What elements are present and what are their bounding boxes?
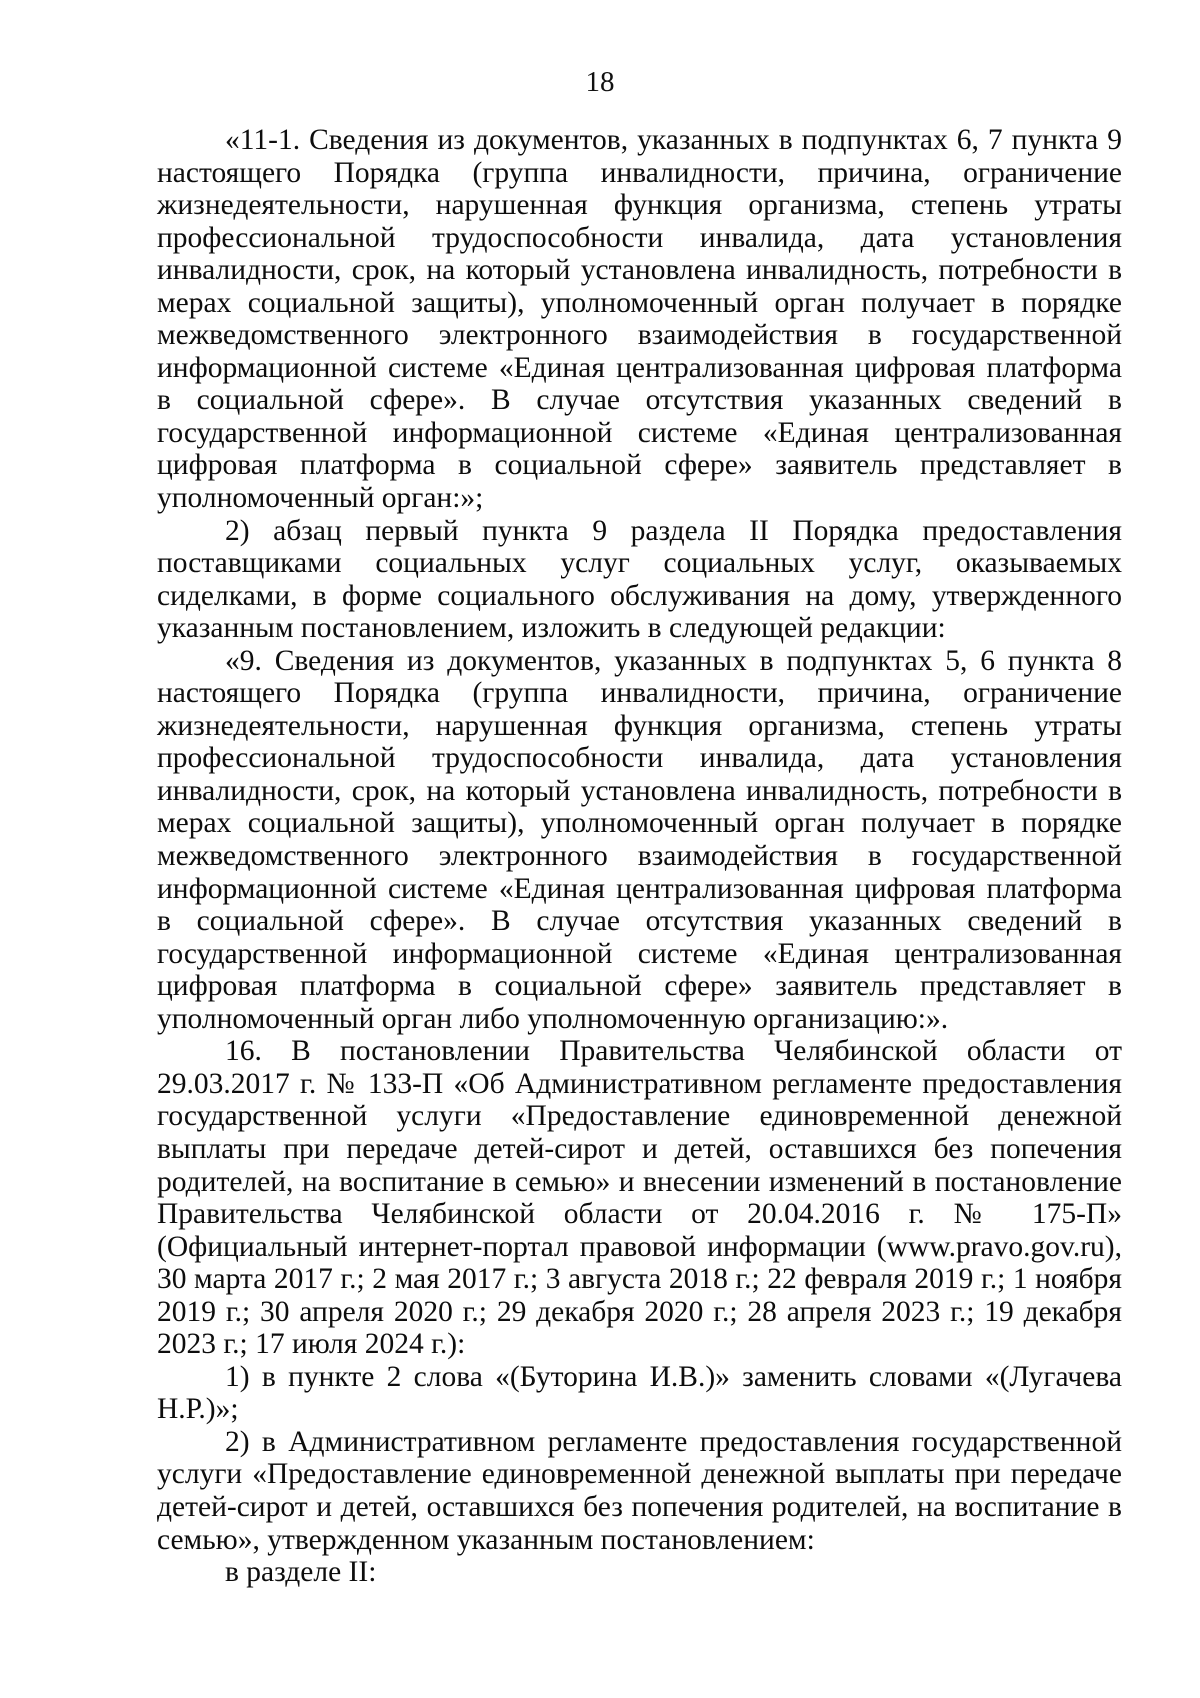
paragraph-16-item-1: 1) в пункте 2 слова «(Буторина И.В.)» заменить словами «(Лугачева Н.Р.)»; (157, 1360, 1122, 1426)
document-body (157, 124, 1122, 1589)
paragraph-11-1: «11-1. Сведения из документов, указанных в подпунктах 6, 7 пункта 9 настоящего Порядка (группа инвалидности, причина, ограничение жизнедеятельности, нарушенная функция организма, степень утраты профессиональной трудоспособности инвалида, дата установления инвалидности, срок, на который установлена инвалидность, потребности в мерах социальной защиты), уполномоченный орган получает в порядке межведомственного электронного взаимодействия в государственной информационной системе «Единая централизованная цифровая платформа в социальной сфере». В случае отсутствия указанных сведений в государственной информационной системе «Единая централизованная цифровая платформа в социальной сфере» заявитель представляет в уполномоченный орган:»; (157, 124, 1122, 515)
paragraph-16-item-2: 2) в Административном регламенте предоставления государственной услуги «Предоставление единовременной денежной выплаты при передаче детей-сирот и детей, оставшихся без попечения родителей, на воспитание в семью», утвержденном указанным постановлением: (157, 1425, 1122, 1556)
paragraph-section-2: в разделе II: (225, 1556, 377, 1589)
paragraph-16: 16. В постановлении Правительства Челябинской области от 29.03.2017 г. № 133-П «Об Административном регламенте предоставления государственной услуги «Предоставление единовременной денежной выплаты при передаче детей-сирот и детей, оставшихся без попечения родителей, на воспитание в семью» и внесении изменений в постановление Правительства Челябинской области от 20.04.2016 г. № 175-П» (Официальный интернет-портал правовой информации (www.pravo.gov.ru), 30 марта 2017 г.; 2 мая 2017 г.; 3 августа 2018 г.; 22 февраля 2019 г.; 1 ноября 2019 г.; 30 апреля 2020 г.; 29 декабря 2020 г.; 28 апреля 2023 г.; 19 декабря 2023 г.; 17 июля 2024 г.): (157, 1035, 1122, 1361)
paragraph-9-new-wording: «9. Сведения из документов, указанных в подпунктах 5, 6 пункта 8 настоящего Порядка (группа инвалидности, причина, ограничение жизнедеятельности, нарушенная функция организма, степень утраты профессиональной трудоспособности инвалида, дата установления инвалидности, срок, на который установлена инвалидность, потребности в мерах социальной защиты), уполномоченный орган получает в порядке межведомственного электронного взаимодействия в государственной информационной системе «Единая централизованная цифровая платформа в социальной сфере». В случае отсутствия указанных сведений в государственной информационной системе «Единая централизованная цифровая платформа в социальной сфере» заявитель представляет в уполномоченный орган либо уполномоченную организацию:». (157, 644, 1122, 1035)
page-number: 18 (585, 66, 615, 98)
paragraph-item-2-amendment: 2) абзац первый пункта 9 раздела II Порядка предоставления поставщиками социальных услуг социальных услуг, оказываемых сиделками, в форме социального обслуживания на дому, утвержденного указанным постановлением, изложить в следующей редакции: (157, 514, 1122, 645)
